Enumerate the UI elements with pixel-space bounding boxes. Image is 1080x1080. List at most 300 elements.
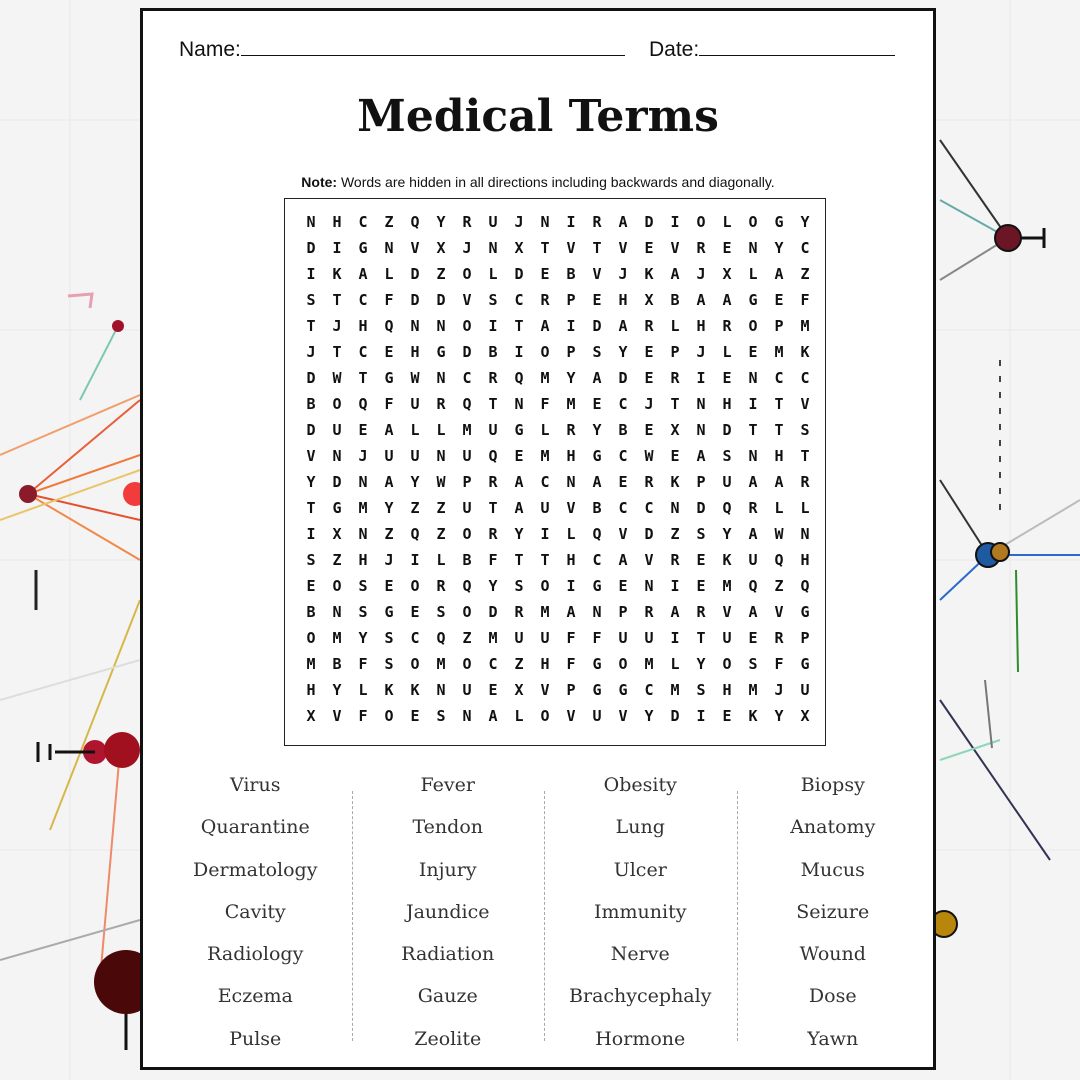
- grid-letter[interactable]: G: [332, 499, 342, 517]
- grid-letter[interactable]: N: [384, 239, 394, 257]
- grid-letter[interactable]: F: [540, 395, 550, 413]
- grid-letter[interactable]: N: [800, 525, 810, 543]
- grid-letter[interactable]: M: [332, 629, 342, 647]
- grid-letter[interactable]: P: [566, 681, 576, 699]
- grid-letter[interactable]: B: [332, 655, 342, 673]
- grid-letter[interactable]: K: [722, 551, 732, 569]
- grid-letter[interactable]: V: [410, 239, 420, 257]
- grid-letter[interactable]: R: [644, 317, 654, 335]
- grid-letter[interactable]: W: [644, 447, 654, 465]
- grid-letter[interactable]: L: [566, 525, 576, 543]
- grid-letter[interactable]: H: [800, 551, 810, 569]
- grid-letter[interactable]: X: [800, 707, 810, 725]
- grid-letter[interactable]: J: [384, 551, 394, 569]
- grid-letter[interactable]: L: [670, 317, 680, 335]
- grid-letter[interactable]: L: [514, 707, 524, 725]
- grid-letter[interactable]: Y: [774, 239, 784, 257]
- grid-letter[interactable]: A: [774, 473, 784, 491]
- grid-letter[interactable]: S: [384, 655, 394, 673]
- grid-letter[interactable]: I: [566, 213, 576, 231]
- grid-letter[interactable]: F: [566, 655, 576, 673]
- grid-letter[interactable]: Q: [592, 525, 602, 543]
- grid-letter[interactable]: K: [800, 343, 810, 361]
- grid-letter[interactable]: Y: [696, 655, 706, 673]
- grid-letter[interactable]: U: [410, 395, 420, 413]
- grid-letter[interactable]: C: [462, 369, 472, 387]
- grid-letter[interactable]: M: [722, 577, 732, 595]
- grid-letter[interactable]: E: [592, 395, 602, 413]
- grid-letter[interactable]: H: [618, 291, 628, 309]
- grid-letter[interactable]: D: [722, 421, 732, 439]
- grid-letter[interactable]: T: [774, 395, 784, 413]
- grid-letter[interactable]: H: [774, 447, 784, 465]
- grid-letter[interactable]: O: [462, 265, 472, 283]
- grid-letter[interactable]: I: [540, 525, 550, 543]
- grid-letter[interactable]: E: [644, 421, 654, 439]
- grid-letter[interactable]: L: [436, 551, 446, 569]
- grid-letter[interactable]: V: [670, 239, 680, 257]
- grid-letter[interactable]: Y: [306, 473, 316, 491]
- grid-letter[interactable]: V: [774, 603, 784, 621]
- grid-letter[interactable]: S: [696, 681, 706, 699]
- grid-letter[interactable]: V: [306, 447, 316, 465]
- grid-letter[interactable]: T: [306, 317, 316, 335]
- grid-letter[interactable]: M: [644, 655, 654, 673]
- grid-letter[interactable]: S: [748, 655, 758, 673]
- grid-letter[interactable]: T: [358, 369, 368, 387]
- grid-letter[interactable]: I: [748, 395, 758, 413]
- grid-letter[interactable]: O: [462, 655, 472, 673]
- grid-letter[interactable]: V: [592, 265, 602, 283]
- grid-letter[interactable]: R: [722, 317, 732, 335]
- grid-letter[interactable]: I: [332, 239, 342, 257]
- grid-letter[interactable]: Y: [410, 473, 420, 491]
- grid-letter[interactable]: E: [670, 447, 680, 465]
- grid-letter[interactable]: O: [618, 655, 628, 673]
- grid-letter[interactable]: I: [488, 317, 498, 335]
- grid-letter[interactable]: U: [540, 499, 550, 517]
- grid-letter[interactable]: E: [696, 577, 706, 595]
- grid-letter[interactable]: E: [618, 473, 628, 491]
- grid-letter[interactable]: E: [748, 343, 758, 361]
- grid-letter[interactable]: N: [644, 577, 654, 595]
- grid-letter[interactable]: S: [358, 577, 368, 595]
- grid-letter[interactable]: C: [618, 395, 628, 413]
- grid-letter[interactable]: M: [748, 681, 758, 699]
- grid-letter[interactable]: O: [540, 707, 550, 725]
- grid-letter[interactable]: Y: [800, 213, 810, 231]
- grid-letter[interactable]: V: [618, 525, 628, 543]
- grid-letter[interactable]: Z: [800, 265, 810, 283]
- grid-letter[interactable]: Y: [384, 499, 394, 517]
- grid-letter[interactable]: Y: [358, 629, 368, 647]
- grid-letter[interactable]: L: [540, 421, 550, 439]
- grid-letter[interactable]: E: [410, 603, 420, 621]
- grid-letter[interactable]: S: [306, 291, 316, 309]
- grid-letter[interactable]: E: [774, 291, 784, 309]
- grid-letter[interactable]: N: [358, 473, 368, 491]
- grid-letter[interactable]: J: [332, 317, 342, 335]
- grid-letter[interactable]: E: [618, 577, 628, 595]
- grid-letter[interactable]: E: [722, 369, 732, 387]
- grid-letter[interactable]: L: [410, 421, 420, 439]
- grid-letter[interactable]: S: [722, 447, 732, 465]
- grid-letter[interactable]: H: [566, 551, 576, 569]
- grid-letter[interactable]: T: [592, 239, 602, 257]
- grid-letter[interactable]: D: [410, 265, 420, 283]
- grid-letter[interactable]: M: [800, 317, 810, 335]
- grid-letter[interactable]: L: [384, 265, 394, 283]
- grid-letter[interactable]: C: [514, 291, 524, 309]
- grid-letter[interactable]: L: [800, 499, 810, 517]
- grid-letter[interactable]: C: [410, 629, 420, 647]
- grid-letter[interactable]: E: [722, 707, 732, 725]
- grid-letter[interactable]: F: [800, 291, 810, 309]
- grid-letter[interactable]: I: [670, 577, 680, 595]
- grid-letter[interactable]: Q: [514, 369, 524, 387]
- grid-letter[interactable]: G: [384, 603, 394, 621]
- grid-letter[interactable]: Q: [384, 317, 394, 335]
- grid-letter[interactable]: I: [566, 577, 576, 595]
- grid-letter[interactable]: V: [566, 707, 576, 725]
- grid-letter[interactable]: E: [384, 577, 394, 595]
- grid-letter[interactable]: R: [488, 525, 498, 543]
- grid-letter[interactable]: U: [592, 707, 602, 725]
- grid-letter[interactable]: B: [488, 343, 498, 361]
- grid-letter[interactable]: C: [644, 681, 654, 699]
- grid-letter[interactable]: O: [462, 525, 472, 543]
- grid-letter[interactable]: V: [618, 707, 628, 725]
- grid-letter[interactable]: U: [462, 447, 472, 465]
- grid-letter[interactable]: F: [358, 655, 368, 673]
- grid-letter[interactable]: Q: [462, 395, 472, 413]
- grid-letter[interactable]: U: [644, 629, 654, 647]
- grid-letter[interactable]: N: [436, 681, 446, 699]
- grid-letter[interactable]: E: [644, 239, 654, 257]
- grid-letter[interactable]: Q: [410, 213, 420, 231]
- grid-letter[interactable]: U: [540, 629, 550, 647]
- grid-letter[interactable]: O: [332, 577, 342, 595]
- grid-letter[interactable]: O: [332, 395, 342, 413]
- grid-letter[interactable]: P: [566, 343, 576, 361]
- grid-letter[interactable]: Y: [332, 681, 342, 699]
- grid-letter[interactable]: L: [774, 499, 784, 517]
- grid-letter[interactable]: G: [514, 421, 524, 439]
- grid-letter[interactable]: G: [592, 655, 602, 673]
- grid-letter[interactable]: I: [670, 629, 680, 647]
- grid-letter[interactable]: C: [592, 551, 602, 569]
- grid-letter[interactable]: Q: [748, 577, 758, 595]
- grid-letter[interactable]: A: [696, 447, 706, 465]
- grid-letter[interactable]: M: [566, 395, 576, 413]
- grid-letter[interactable]: M: [358, 499, 368, 517]
- grid-letter[interactable]: R: [436, 577, 446, 595]
- grid-letter[interactable]: X: [722, 265, 732, 283]
- grid-letter[interactable]: T: [800, 447, 810, 465]
- grid-letter[interactable]: H: [566, 447, 576, 465]
- grid-letter[interactable]: C: [800, 369, 810, 387]
- grid-letter[interactable]: R: [800, 473, 810, 491]
- grid-letter[interactable]: E: [644, 369, 654, 387]
- grid-letter[interactable]: E: [696, 551, 706, 569]
- grid-letter[interactable]: U: [514, 629, 524, 647]
- grid-letter[interactable]: A: [540, 317, 550, 335]
- grid-letter[interactable]: Z: [410, 499, 420, 517]
- grid-letter[interactable]: Z: [384, 525, 394, 543]
- grid-letter[interactable]: V: [462, 291, 472, 309]
- grid-letter[interactable]: A: [384, 473, 394, 491]
- grid-letter[interactable]: H: [358, 551, 368, 569]
- grid-letter[interactable]: F: [384, 395, 394, 413]
- grid-letter[interactable]: M: [540, 603, 550, 621]
- grid-letter[interactable]: R: [566, 421, 576, 439]
- grid-letter[interactable]: T: [488, 395, 498, 413]
- grid-letter[interactable]: E: [540, 265, 550, 283]
- grid-letter[interactable]: Q: [436, 629, 446, 647]
- grid-letter[interactable]: U: [722, 629, 732, 647]
- grid-letter[interactable]: B: [566, 265, 576, 283]
- grid-letter[interactable]: Y: [488, 577, 498, 595]
- grid-letter[interactable]: J: [644, 395, 654, 413]
- grid-letter[interactable]: D: [436, 291, 446, 309]
- grid-letter[interactable]: J: [306, 343, 316, 361]
- grid-letter[interactable]: U: [488, 213, 498, 231]
- grid-letter[interactable]: B: [306, 395, 316, 413]
- grid-letter[interactable]: D: [696, 499, 706, 517]
- grid-letter[interactable]: Z: [436, 525, 446, 543]
- grid-letter[interactable]: H: [332, 213, 342, 231]
- grid-letter[interactable]: T: [540, 239, 550, 257]
- grid-letter[interactable]: H: [306, 681, 316, 699]
- grid-letter[interactable]: P: [696, 473, 706, 491]
- grid-letter[interactable]: A: [748, 473, 758, 491]
- grid-letter[interactable]: O: [410, 577, 420, 595]
- grid-letter[interactable]: G: [384, 369, 394, 387]
- grid-letter[interactable]: L: [436, 421, 446, 439]
- grid-letter[interactable]: L: [358, 681, 368, 699]
- grid-letter[interactable]: O: [748, 213, 758, 231]
- grid-letter[interactable]: A: [670, 265, 680, 283]
- grid-letter[interactable]: Q: [800, 577, 810, 595]
- grid-letter[interactable]: D: [592, 317, 602, 335]
- grid-letter[interactable]: L: [722, 213, 732, 231]
- grid-letter[interactable]: X: [644, 291, 654, 309]
- grid-letter[interactable]: G: [618, 681, 628, 699]
- grid-letter[interactable]: O: [384, 707, 394, 725]
- grid-letter[interactable]: H: [540, 655, 550, 673]
- grid-letter[interactable]: E: [514, 447, 524, 465]
- grid-letter[interactable]: S: [358, 603, 368, 621]
- grid-letter[interactable]: D: [462, 343, 472, 361]
- grid-letter[interactable]: T: [306, 499, 316, 517]
- grid-letter[interactable]: C: [618, 447, 628, 465]
- grid-letter[interactable]: D: [306, 369, 316, 387]
- grid-letter[interactable]: J: [696, 343, 706, 361]
- grid-letter[interactable]: N: [514, 395, 524, 413]
- grid-letter[interactable]: H: [722, 681, 732, 699]
- grid-letter[interactable]: C: [358, 343, 368, 361]
- grid-letter[interactable]: V: [540, 681, 550, 699]
- grid-letter[interactable]: Y: [566, 369, 576, 387]
- grid-letter[interactable]: E: [358, 421, 368, 439]
- grid-letter[interactable]: M: [540, 369, 550, 387]
- grid-letter[interactable]: E: [306, 577, 316, 595]
- grid-letter[interactable]: K: [644, 265, 654, 283]
- grid-letter[interactable]: A: [748, 525, 758, 543]
- grid-letter[interactable]: X: [436, 239, 446, 257]
- grid-letter[interactable]: R: [462, 213, 472, 231]
- grid-letter[interactable]: H: [696, 317, 706, 335]
- grid-letter[interactable]: R: [540, 291, 550, 309]
- grid-letter[interactable]: J: [696, 265, 706, 283]
- grid-letter[interactable]: H: [358, 317, 368, 335]
- grid-letter[interactable]: U: [410, 447, 420, 465]
- grid-letter[interactable]: T: [774, 421, 784, 439]
- grid-letter[interactable]: A: [618, 551, 628, 569]
- grid-letter[interactable]: P: [566, 291, 576, 309]
- grid-letter[interactable]: A: [670, 603, 680, 621]
- grid-letter[interactable]: R: [644, 473, 654, 491]
- grid-letter[interactable]: M: [670, 681, 680, 699]
- grid-letter[interactable]: F: [566, 629, 576, 647]
- grid-letter[interactable]: R: [644, 603, 654, 621]
- grid-letter[interactable]: Z: [462, 629, 472, 647]
- grid-letter[interactable]: I: [410, 551, 420, 569]
- grid-letter[interactable]: R: [696, 603, 706, 621]
- grid-letter[interactable]: F: [384, 291, 394, 309]
- grid-letter[interactable]: H: [410, 343, 420, 361]
- grid-letter[interactable]: K: [332, 265, 342, 283]
- grid-letter[interactable]: Z: [436, 265, 446, 283]
- grid-letter[interactable]: N: [696, 395, 706, 413]
- grid-letter[interactable]: P: [774, 317, 784, 335]
- grid-letter[interactable]: N: [566, 473, 576, 491]
- grid-letter[interactable]: Z: [436, 499, 446, 517]
- grid-letter[interactable]: T: [748, 421, 758, 439]
- grid-letter[interactable]: M: [488, 629, 498, 647]
- grid-letter[interactable]: G: [592, 447, 602, 465]
- grid-letter[interactable]: C: [644, 499, 654, 517]
- grid-letter[interactable]: A: [748, 603, 758, 621]
- name-blank[interactable]: [241, 37, 625, 56]
- grid-letter[interactable]: A: [358, 265, 368, 283]
- grid-letter[interactable]: U: [488, 421, 498, 439]
- grid-letter[interactable]: O: [722, 655, 732, 673]
- grid-letter[interactable]: G: [592, 577, 602, 595]
- grid-letter[interactable]: O: [540, 343, 550, 361]
- grid-letter[interactable]: A: [514, 473, 524, 491]
- grid-letter[interactable]: S: [436, 707, 446, 725]
- grid-letter[interactable]: R: [774, 629, 784, 647]
- grid-letter[interactable]: O: [410, 655, 420, 673]
- grid-letter[interactable]: D: [618, 369, 628, 387]
- grid-letter[interactable]: L: [722, 343, 732, 361]
- grid-letter[interactable]: Y: [618, 343, 628, 361]
- grid-letter[interactable]: O: [306, 629, 316, 647]
- grid-letter[interactable]: U: [722, 473, 732, 491]
- grid-letter[interactable]: D: [306, 239, 316, 257]
- grid-letter[interactable]: Q: [358, 395, 368, 413]
- grid-letter[interactable]: B: [618, 421, 628, 439]
- grid-letter[interactable]: U: [618, 629, 628, 647]
- grid-letter[interactable]: O: [696, 213, 706, 231]
- grid-letter[interactable]: L: [670, 655, 680, 673]
- grid-letter[interactable]: N: [540, 213, 550, 231]
- grid-letter[interactable]: X: [670, 421, 680, 439]
- grid-letter[interactable]: A: [774, 265, 784, 283]
- grid-letter[interactable]: N: [332, 447, 342, 465]
- grid-letter[interactable]: D: [306, 421, 316, 439]
- grid-letter[interactable]: Z: [384, 213, 394, 231]
- grid-letter[interactable]: A: [592, 369, 602, 387]
- grid-letter[interactable]: W: [410, 369, 420, 387]
- grid-letter[interactable]: I: [566, 317, 576, 335]
- grid-letter[interactable]: I: [306, 525, 316, 543]
- grid-letter[interactable]: A: [618, 317, 628, 335]
- grid-letter[interactable]: U: [462, 499, 472, 517]
- grid-letter[interactable]: E: [748, 629, 758, 647]
- grid-letter[interactable]: N: [488, 239, 498, 257]
- grid-letter[interactable]: A: [696, 291, 706, 309]
- grid-letter[interactable]: Z: [774, 577, 784, 595]
- grid-letter[interactable]: Q: [462, 577, 472, 595]
- grid-letter[interactable]: U: [462, 681, 472, 699]
- grid-letter[interactable]: M: [774, 343, 784, 361]
- grid-letter[interactable]: C: [540, 473, 550, 491]
- grid-letter[interactable]: N: [696, 421, 706, 439]
- grid-letter[interactable]: J: [774, 681, 784, 699]
- grid-letter[interactable]: D: [488, 603, 498, 621]
- grid-letter[interactable]: N: [592, 603, 602, 621]
- grid-letter[interactable]: Y: [644, 707, 654, 725]
- grid-letter[interactable]: Y: [722, 525, 732, 543]
- grid-letter[interactable]: F: [774, 655, 784, 673]
- grid-letter[interactable]: Q: [774, 551, 784, 569]
- grid-letter[interactable]: O: [462, 317, 472, 335]
- grid-letter[interactable]: F: [488, 551, 498, 569]
- grid-letter[interactable]: Z: [514, 655, 524, 673]
- date-blank[interactable]: [699, 37, 895, 56]
- grid-letter[interactable]: R: [592, 213, 602, 231]
- grid-letter[interactable]: R: [670, 551, 680, 569]
- grid-letter[interactable]: N: [748, 239, 758, 257]
- grid-letter[interactable]: Y: [436, 213, 446, 231]
- grid-letter[interactable]: T: [514, 551, 524, 569]
- grid-letter[interactable]: D: [332, 473, 342, 491]
- grid-letter[interactable]: T: [696, 629, 706, 647]
- grid-letter[interactable]: S: [800, 421, 810, 439]
- grid-letter[interactable]: U: [748, 551, 758, 569]
- grid-letter[interactable]: Q: [410, 525, 420, 543]
- grid-letter[interactable]: A: [514, 499, 524, 517]
- grid-letter[interactable]: B: [306, 603, 316, 621]
- grid-letter[interactable]: G: [800, 655, 810, 673]
- grid-letter[interactable]: T: [540, 551, 550, 569]
- grid-letter[interactable]: V: [722, 603, 732, 621]
- grid-letter[interactable]: R: [488, 473, 498, 491]
- grid-letter[interactable]: T: [514, 317, 524, 335]
- grid-letter[interactable]: N: [358, 525, 368, 543]
- grid-letter[interactable]: Z: [670, 525, 680, 543]
- grid-letter[interactable]: G: [800, 603, 810, 621]
- grid-letter[interactable]: N: [436, 369, 446, 387]
- grid-letter[interactable]: B: [670, 291, 680, 309]
- grid-letter[interactable]: S: [514, 577, 524, 595]
- grid-letter[interactable]: V: [566, 239, 576, 257]
- grid-letter[interactable]: G: [774, 213, 784, 231]
- grid-letter[interactable]: E: [722, 239, 732, 257]
- grid-letter[interactable]: J: [514, 213, 524, 231]
